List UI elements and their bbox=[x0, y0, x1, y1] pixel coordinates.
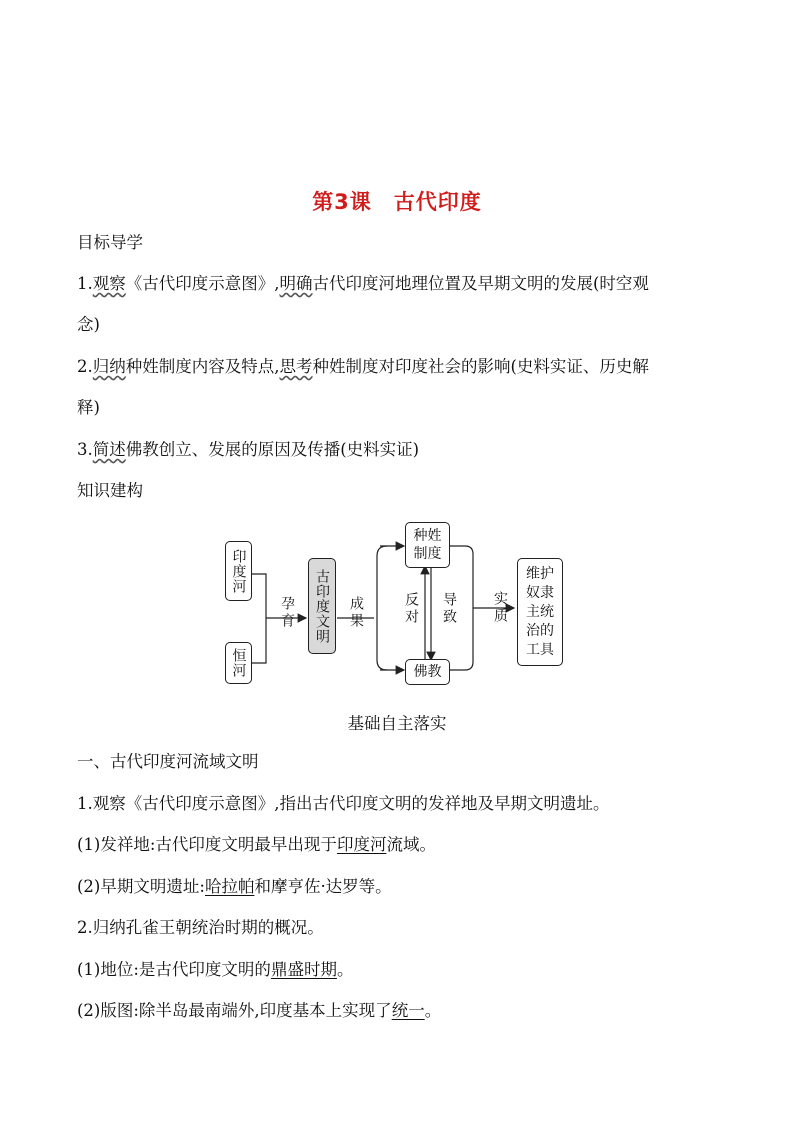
oppose-label: 反对 bbox=[403, 592, 419, 626]
essence-label: 实质 bbox=[492, 591, 508, 625]
q2-1-text: (1)地位:是古代印度文明的 bbox=[77, 960, 271, 979]
q1-1-text-end: 流域。 bbox=[386, 835, 436, 854]
indus-river-box: 印度河 bbox=[225, 541, 252, 601]
goal-2-text: 种姓制度内容及特点, bbox=[125, 357, 280, 376]
question-1: 1.观察《古代印度示意图》,指出古代印度文明的发祥地及早期文明遗址。 bbox=[77, 794, 610, 813]
knowledge-heading: 知识建构 bbox=[77, 481, 143, 500]
q1-2-answer: 哈拉帕 bbox=[204, 877, 255, 896]
q2-2-answer: 统一 bbox=[391, 1001, 425, 1020]
goal-3-num: 3. bbox=[77, 440, 93, 459]
goal-2-text-2: 种姓制度对印度社会的影响(史料实证、历史解 bbox=[312, 357, 649, 376]
q1-1-answer: 印度河 bbox=[336, 835, 387, 854]
q1-2-text: (2)早期文明遗址: bbox=[77, 877, 205, 896]
knowledge-diagram bbox=[222, 520, 567, 692]
civilization-box: 古印度文明 bbox=[308, 558, 336, 654]
part-1-heading: 一、古代印度河流域文明 bbox=[77, 752, 259, 771]
nurture-label: 孕育 bbox=[279, 596, 295, 630]
buddhism-box: 佛教 bbox=[405, 659, 450, 685]
goal-2-keyword: 归纳 bbox=[92, 357, 126, 376]
goal-1-keyword: 观察 bbox=[92, 274, 126, 293]
basics-heading: 基础自主落实 bbox=[347, 714, 447, 733]
goal-1-text-2: 古代印度河地理位置及早期文明的发展(时空观 bbox=[312, 274, 649, 293]
question-2: 2.归纳孔雀王朝统治时期的概况。 bbox=[77, 918, 324, 937]
goal-3-text: 佛教创立、发展的原因及传播(史料实证) bbox=[125, 440, 420, 459]
goal-1-keyword-2: 明确 bbox=[279, 274, 313, 293]
achievement-label: 成果 bbox=[348, 596, 364, 630]
q2-2-text-end: 。 bbox=[424, 1001, 442, 1020]
q1-1-text: (1)发祥地:古代印度文明最早出现于 bbox=[77, 835, 337, 854]
lead-to-label: 导致 bbox=[441, 592, 457, 626]
question-2-2 bbox=[77, 1000, 441, 1022]
ganges-river-box: 恒河 bbox=[225, 642, 252, 684]
goal-1 bbox=[77, 273, 649, 295]
river-bracket bbox=[252, 574, 266, 663]
goal-3 bbox=[77, 439, 419, 461]
goal-1-text: 《古代印度示意图》, bbox=[125, 274, 280, 293]
tool-box: 维护奴隶主统治的工具 bbox=[517, 558, 563, 666]
question-2-1 bbox=[77, 959, 353, 981]
q1-2-text-end: 和摩亨佐·达罗等。 bbox=[254, 877, 392, 896]
goal-2 bbox=[77, 356, 649, 378]
goal-2-cont: 释) bbox=[77, 398, 100, 417]
page-title: 第3课 古代印度 bbox=[312, 190, 482, 214]
caste-system-box: 种姓制度 bbox=[405, 522, 450, 568]
goal-2-num: 2. bbox=[77, 357, 93, 376]
goal-1-num: 1. bbox=[77, 274, 93, 293]
diagram-connectors bbox=[222, 520, 567, 692]
q2-1-text-end: 。 bbox=[336, 960, 354, 979]
goal-2-keyword-2: 思考 bbox=[279, 357, 313, 376]
goals-heading: 目标导学 bbox=[77, 233, 143, 252]
goal-3-keyword: 简述 bbox=[92, 440, 126, 459]
q2-1-answer: 鼎盛时期 bbox=[270, 960, 337, 979]
q2-2-text: (2)版图:除半岛最南端外,印度基本上实现了 bbox=[77, 1001, 392, 1020]
question-1-2 bbox=[77, 876, 392, 898]
goal-1-cont: 念) bbox=[77, 315, 100, 334]
question-1-1 bbox=[77, 834, 436, 856]
